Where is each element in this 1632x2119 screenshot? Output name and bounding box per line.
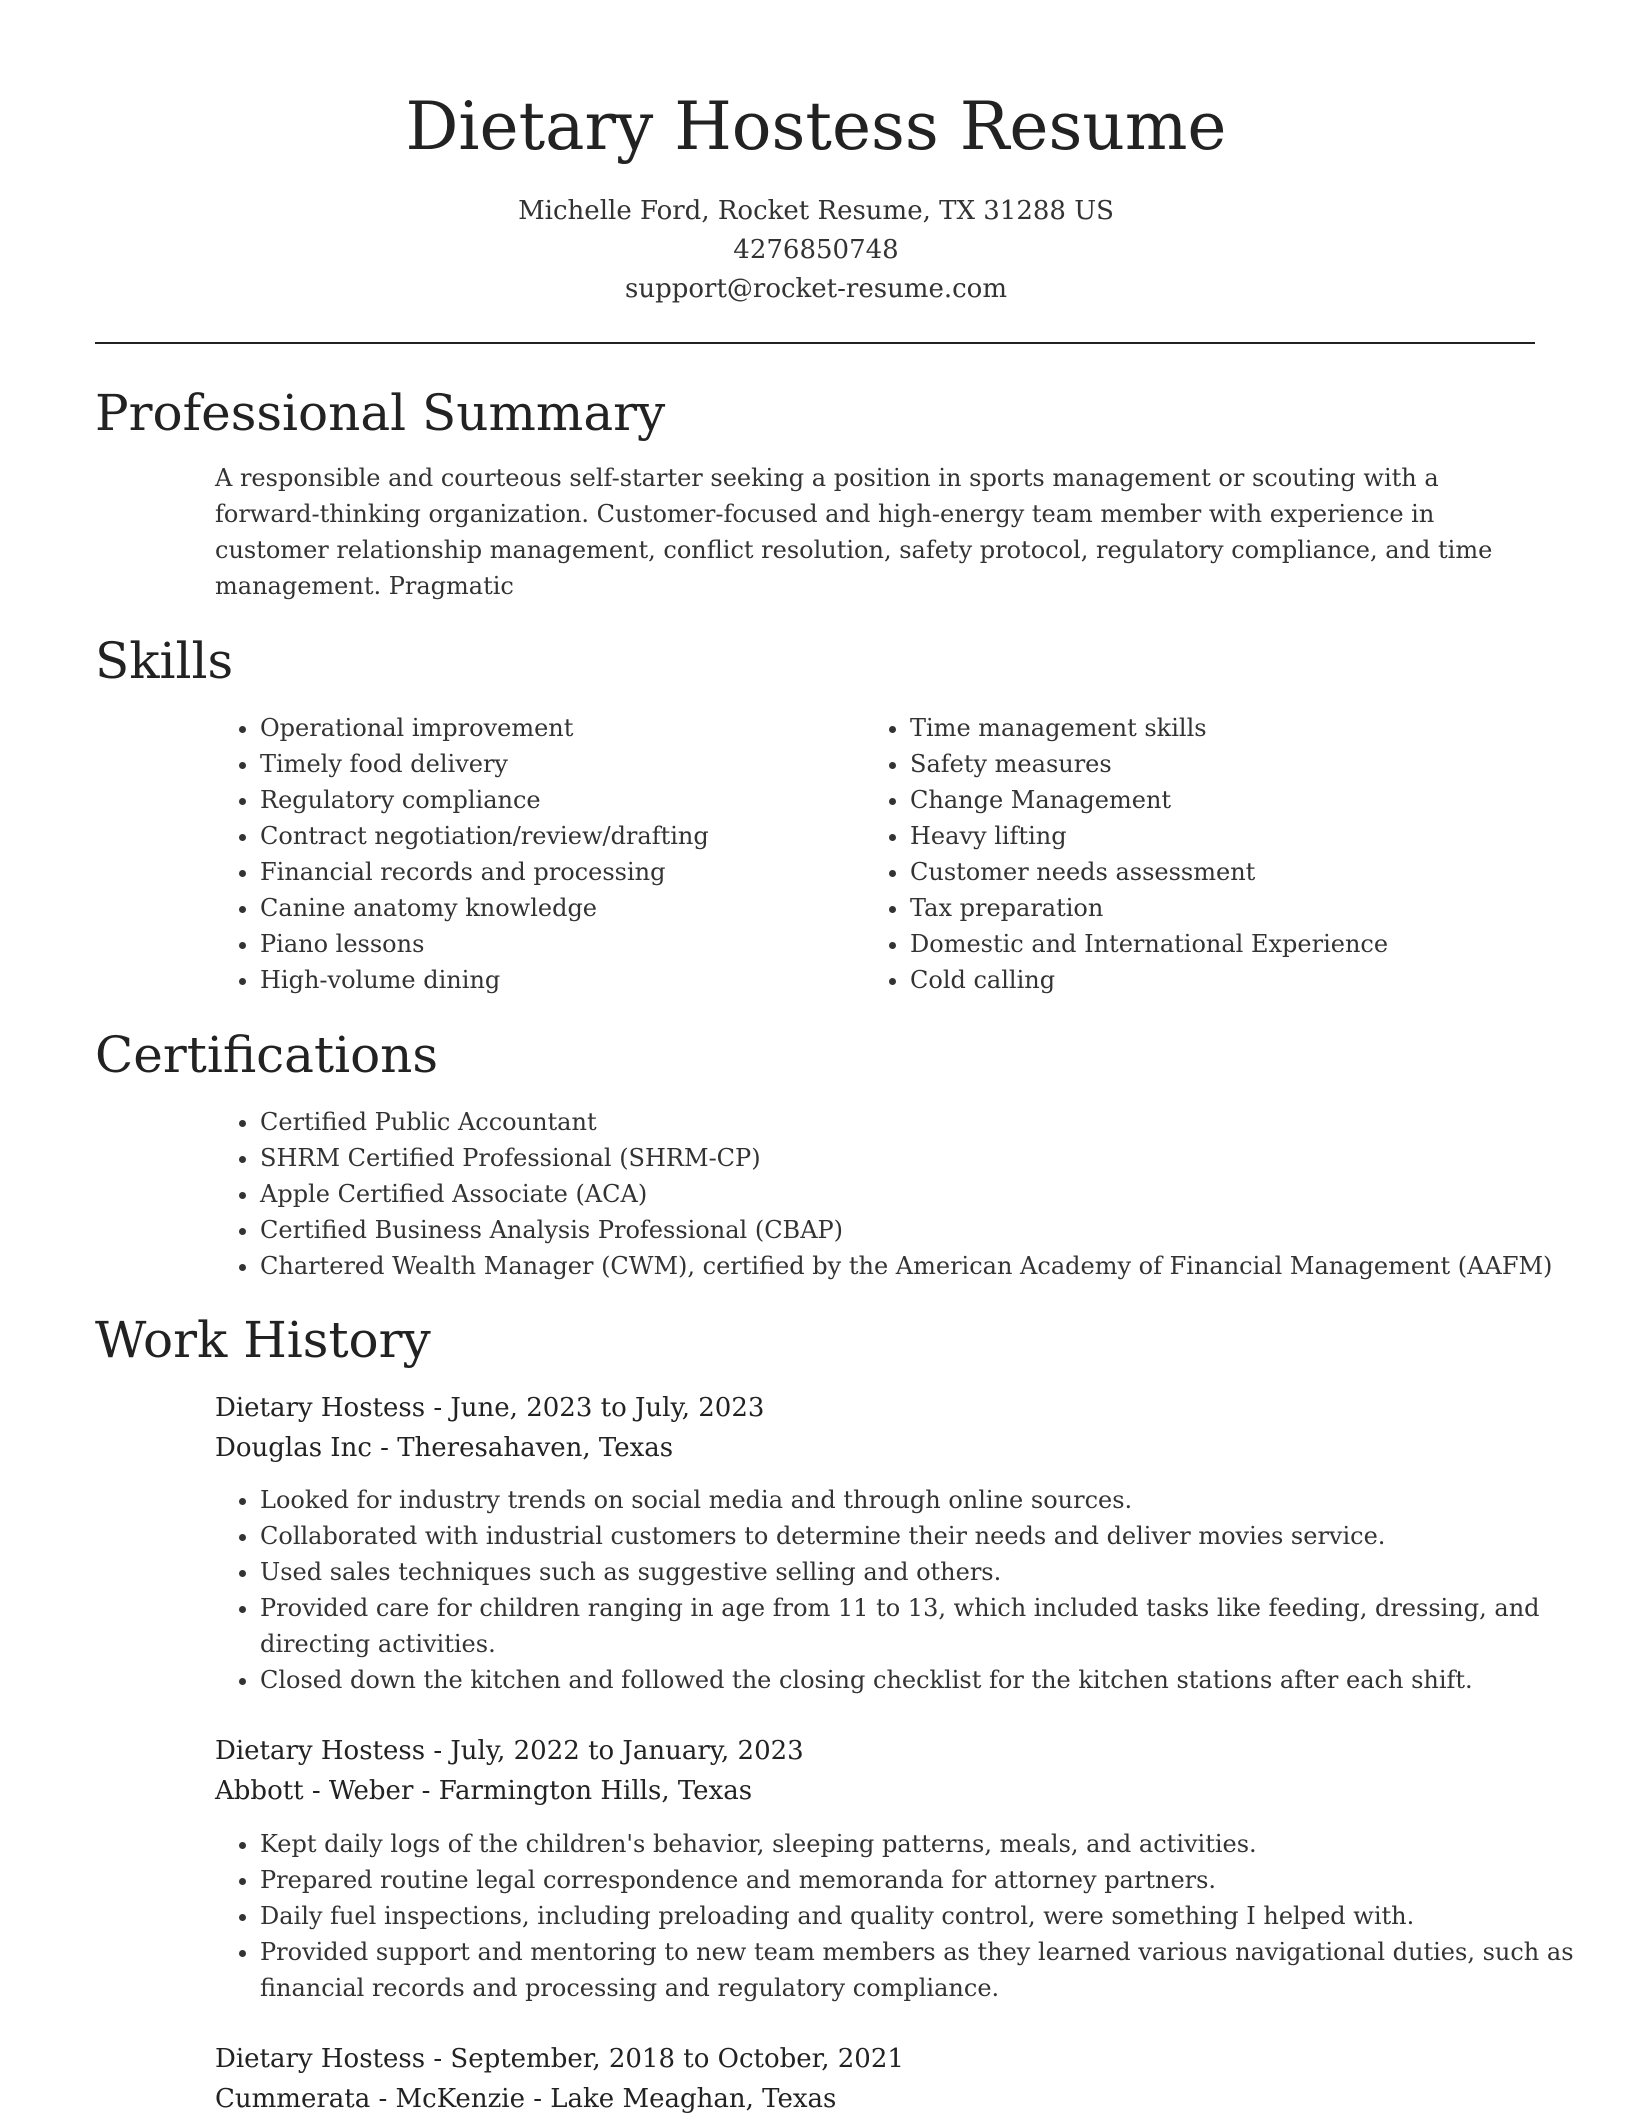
- list-item: • High-volume dining: [260, 962, 860, 998]
- list-item: • Collaborated with industrial customers to determine their needs and deliver movies service.: [260, 1518, 1580, 1554]
- list-item: • Daily fuel inspections, including preloading and quality control, were something I helped with.: [260, 1898, 1580, 1934]
- list-item: • Looked for industry trends on social media and through online sources.: [260, 1482, 1580, 1518]
- list-item: • SHRM Certified Professional (SHRM-CP): [260, 1140, 1580, 1176]
- contact-block: [0, 192, 1632, 309]
- job-title-line: Dietary Hostess - July, 2022 to January, 2023: [215, 1736, 804, 1766]
- job-company-line: Abbott - Weber - Farmington Hills, Texas: [215, 1776, 753, 1806]
- list-item: • Certified Business Analysis Professional (CBAP): [260, 1212, 1580, 1248]
- list-item: • Kept daily logs of the children's behavior, sleeping patterns, meals, and activities.: [260, 1826, 1580, 1862]
- job-title-line: Dietary Hostess - September, 2018 to October, 2021: [215, 2044, 904, 2074]
- job-company-line: Cummerata - McKenzie - Lake Meaghan, Texas: [215, 2084, 837, 2114]
- contact-phone: 4276850748: [733, 235, 899, 265]
- certifications-heading: Certifications: [95, 1026, 439, 1084]
- job-bullets: [215, 1482, 1580, 1698]
- list-item: • Timely food delivery: [260, 746, 860, 782]
- list-item: • Customer needs assessment: [910, 854, 1580, 890]
- list-item: • Apple Certified Associate (ACA): [260, 1176, 1580, 1212]
- contact-address: Michelle Ford, Rocket Resume, TX 31288 US: [518, 196, 1114, 226]
- list-item: • Used sales techniques such as suggestive selling and others.: [260, 1554, 1580, 1590]
- list-item: • Regulatory compliance: [260, 782, 860, 818]
- list-item: • Provided care for children ranging in age from 11 to 13, which included tasks like feeding, dressing, and directing activities.: [260, 1590, 1580, 1662]
- work-history-heading: Work History: [95, 1311, 431, 1369]
- list-item: • Certified Public Accountant: [260, 1104, 1580, 1140]
- page-title: Dietary Hostess Resume: [405, 88, 1227, 165]
- list-item: • Chartered Wealth Manager (CWM), certified by the American Academy of Financial Management (AAFM): [260, 1248, 1580, 1284]
- summary-heading: Professional Summary: [95, 384, 666, 442]
- header-divider: [95, 342, 1535, 344]
- skills-list-left: [215, 710, 860, 998]
- list-item: • Canine anatomy knowledge: [260, 890, 860, 926]
- job-bullets: [215, 1826, 1580, 2006]
- list-item: • Financial records and processing: [260, 854, 860, 890]
- summary-text: A responsible and courteous self-starter seeking a position in sports management or scouting with a forward-thinking organization. Customer-focused and high-energy team member with experience in customer relationship management, conflict resolution, safety protocol, regulatory compliance, and time management. Pragmatic: [215, 464, 1493, 600]
- list-item: • Closed down the kitchen and followed the closing checklist for the kitchen stations after each shift.: [260, 1662, 1580, 1698]
- job-company-line: Douglas Inc - Theresahaven, Texas: [215, 1433, 674, 1463]
- skills-list-right: [865, 710, 1580, 998]
- list-item: • Provided support and mentoring to new team members as they learned various navigational duties, such as financial records and processing and regulatory compliance.: [260, 1934, 1580, 2006]
- contact-email: support@rocket-resume.com: [624, 274, 1007, 304]
- list-item: • Tax preparation: [910, 890, 1580, 926]
- job-title-line: Dietary Hostess - June, 2023 to July, 2023: [215, 1393, 765, 1423]
- list-item: • Change Management: [910, 782, 1580, 818]
- list-item: • Prepared routine legal correspondence and memoranda for attorney partners.: [260, 1862, 1580, 1898]
- list-item: • Heavy lifting: [910, 818, 1580, 854]
- list-item: • Safety measures: [910, 746, 1580, 782]
- skills-heading: Skills: [95, 632, 234, 690]
- list-item: • Cold calling: [910, 962, 1580, 998]
- list-item: • Time management skills: [910, 710, 1580, 746]
- list-item: • Domestic and International Experience: [910, 926, 1580, 962]
- list-item: • Contract negotiation/review/drafting: [260, 818, 860, 854]
- certifications-list: [215, 1104, 1580, 1284]
- list-item: • Piano lessons: [260, 926, 860, 962]
- list-item: • Operational improvement: [260, 710, 860, 746]
